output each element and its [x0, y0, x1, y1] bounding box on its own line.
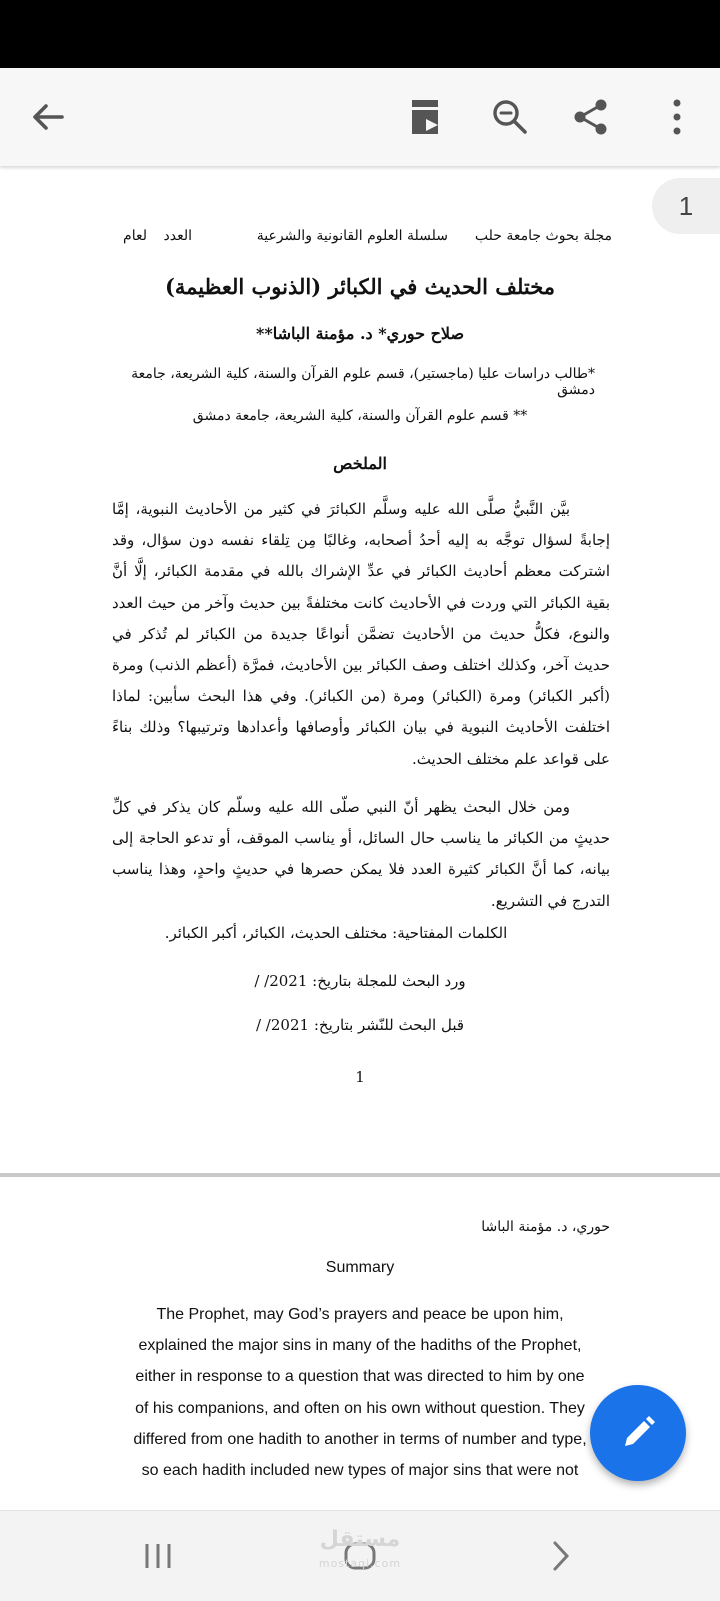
chevron-right-icon: [546, 1539, 576, 1573]
accepted-date: / /2021: [255, 1016, 310, 1034]
page-number: 1: [355, 1068, 365, 1086]
issue-label: العدد: [163, 228, 192, 244]
summary-line: of his companions, and often on his own without question. They: [135, 1399, 585, 1417]
status-bar: [0, 0, 720, 68]
page-2-header: حوري، د. مؤمنة الباشا: [481, 1219, 610, 1235]
affiliation-1: *طالب دراسات عليا (ماجستير)، قسم علوم القرآن والسنة، كلية الشريعة، جامعة دمشق: [131, 366, 595, 398]
share-button[interactable]: [564, 90, 618, 144]
summary-line: explained the major sins in many of the hadiths of the Prophet,: [138, 1337, 582, 1355]
page-indicator: 1: [652, 178, 720, 234]
received-date: / /2021: [254, 972, 308, 990]
received-label: ورد البحث للمجلة بتاريخ:: [312, 972, 466, 990]
affiliation-2: ** قسم علوم القرآن والسنة، كلية الشريعة، جامعة دمشق: [192, 408, 528, 424]
abstract-paragraph-2: ومن خلال البحث يظهر أنّ النبي صلّى الله عليه وسلّم كان يذكر في كلِّ حديثٍ من الكبائر ما يناسب حال السائل، أو يناسب الموقف، أو تدعو الحاجة إلى بيانه، كما أنَّ الكبائر كثيرة العدد فلا يمكن حصرها في حديثٍ واحدٍ، وهذا يناسب التدرج في التشريع.: [112, 798, 610, 910]
summary-line: differed from one hadith to another in terms of number and type,: [133, 1430, 587, 1448]
accepted-date-line: [0, 1016, 720, 1034]
toolbar: [0, 68, 720, 166]
pencil-edit-icon: [618, 1413, 658, 1453]
watermark-latin: mostaql.com: [318, 1557, 402, 1570]
journal-name: مجلة بحوث جامعة حلب: [474, 228, 612, 244]
edit-fab-button[interactable]: [590, 1385, 686, 1481]
received-date-line: [0, 972, 720, 990]
reading-mode-icon: [408, 97, 442, 137]
authors: صلاح حوري* د. مؤمنة الباشا**: [255, 324, 465, 343]
more-options-button[interactable]: [650, 90, 704, 144]
summary-line: so each hadith included new types of major sins that were not: [141, 1462, 579, 1480]
document-viewer[interactable]: [0, 168, 720, 1508]
keywords: الكلمات المفتاحية: مختلف الحديث، الكبائر، أكبر الكبائر.: [164, 924, 508, 942]
watermark-logo: [300, 1528, 420, 1576]
recent-apps-button[interactable]: [128, 1531, 188, 1581]
paper-title: مختلف الحديث في الكبائر (الذنوب العظيمة): [164, 274, 556, 299]
recent-apps-icon: [141, 1539, 175, 1573]
reading-mode-button[interactable]: [398, 90, 452, 144]
page-header: [112, 228, 612, 252]
abstract-title: الملخص: [333, 454, 387, 473]
accepted-label: قبل البحث للنّشر بتاريخ:: [313, 1016, 465, 1034]
year-label: لعام: [123, 228, 147, 244]
arrow-left-icon: [28, 97, 68, 137]
watermark-arabic: مستقل: [319, 1527, 401, 1552]
summary-line: either in response to a question that was directed to him by one: [135, 1368, 585, 1386]
summary-line: The Prophet, may God’s prayers and peace be upon him,: [156, 1306, 564, 1323]
summary-text: [112, 1299, 608, 1486]
series-name: سلسلة العلوم القانونية والشرعية: [256, 228, 448, 244]
share-icon: [571, 97, 611, 137]
back-button[interactable]: [21, 90, 75, 144]
document-page-1: [0, 168, 720, 1173]
search-button[interactable]: [483, 90, 537, 144]
forward-button[interactable]: [531, 1531, 591, 1581]
summary-title: Summary: [325, 1259, 395, 1276]
more-vertical-icon: [669, 97, 685, 137]
abstract-paragraph-1: بيَّن النَّبيُّ صلَّى الله عليه وسلَّم الكبائرَ في كثير من الأحاديث النبوية، إمَّا إجابةً لسؤال توجَّه به إليه أحدُ أصحابه، وغالبًا مِن تِلقاء نفسه دون سؤال، وقد اشتركت معظم أحاديث الكبائر في عدِّ الإشراك بالله في مقدمة الكبائر، إلَّا أنَّ بقية الكبائر التي وردت في الأحاديث كانت مختلفةً بين حديث وآخر من حيث العدد والنوع، فكلُّ حديث من الأحاديث تضمَّن أنواعًا جديدة من الكبائر لم تُذكر في حديث آخر، وكذلك اختلف وصف الكبائر بين الأحاديث، فمرَّة (أعظم الذنب) ومرة (أكبر الكبائر) ومرة (الكبائر) ومرة (من الكبائر). وفي هذا البحث سأبين: لماذا اختلفت الأحاديث النبوية في بيان الكبائر وأوصافها وأعدادها وترتيبها؟ وذلك بناءً على قواعد علم مختلف الحديث.: [112, 500, 610, 768]
search-icon: [490, 97, 530, 137]
